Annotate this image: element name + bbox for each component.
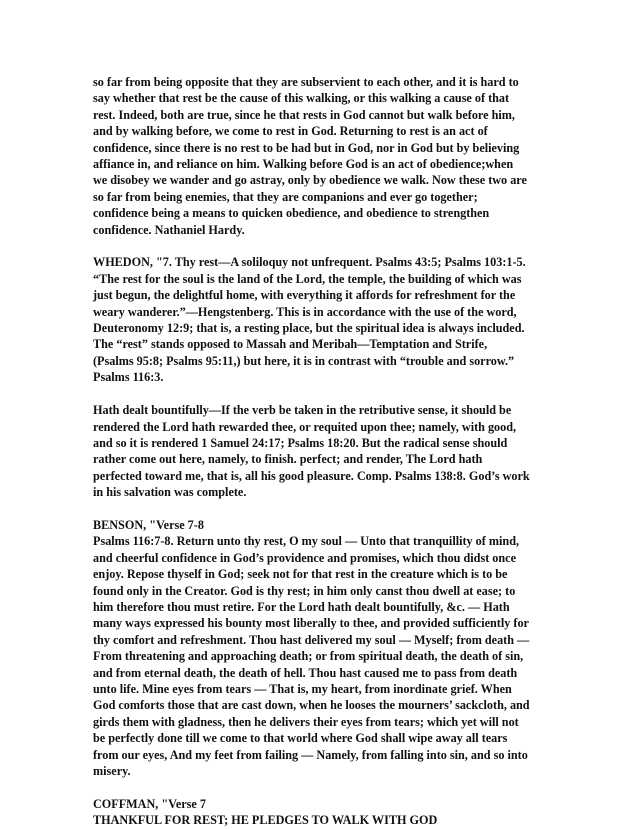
text-line: enjoy. Repose thyself in God; seek not for that rest in the creature which is to be xyxy=(93,567,508,582)
text-line: we disobey we wander and go astray, only by obedience we walk. Now these two are xyxy=(93,173,527,188)
paragraph-hardy-quote xyxy=(93,74,553,238)
text-line: Psalms 116:7-8. Return unto thy rest, O my soul — Unto that tranquillity of mind, xyxy=(93,534,520,549)
paragraph-coffman xyxy=(93,796,553,829)
text-line: from our eyes, And my feet from failing — Namely, from falling into sin, and so into xyxy=(93,747,528,762)
text-line: just begun, the delightful home, with everything it affords for refreshment for the xyxy=(93,288,516,303)
text-line: confidence, since there is no rest to be had but in God, nor in God but by believing xyxy=(93,140,520,155)
text-line: misery. xyxy=(93,764,131,779)
text-line: be perfectly done till we come to that world where God shall wipe away all tears xyxy=(93,731,508,746)
text-line: thy comfort and refreshment. Thou hast delivered my soul — Myself; from death — xyxy=(93,632,530,647)
text-line: WHEDON, "7. Thy rest—A soliloquy not unfrequent. Psalms 43:5; Psalms 103:1-5. xyxy=(93,255,526,270)
text-line: many ways expressed his bounty most liberally to thee, and provided sufficiently for xyxy=(93,616,529,631)
text-line: rather come out here, namely, to finish. perfect; and render, The Lord hath xyxy=(93,452,483,467)
text-line: girds them with gladness, then he delivers their eyes from tears; which yet will not xyxy=(93,714,519,729)
text-line: From threatening and approaching death; or from spiritual death, the death of sin, xyxy=(93,649,524,664)
text-line: unto life. Mine eyes from tears — That is, my heart, from inordinate grief. When xyxy=(93,681,512,696)
text-line: Psalms 116:3. xyxy=(93,370,164,385)
text-line: Deuteronomy 12:9; that is, a resting place, but the spiritual idea is always included. xyxy=(93,321,525,336)
text-line: affiance in, and reliance on him. Walking before God is an act of obedience;when xyxy=(93,157,514,172)
text-line: him therefore thou must retire. For the Lord hath dealt bountifully, &c. — Hath xyxy=(93,599,510,614)
text-line: “The rest for the soul is the land of the Lord, the temple, the building of which was xyxy=(93,271,522,286)
paragraph-bountifully xyxy=(93,402,553,500)
text-line: BENSON, "Verse 7-8 xyxy=(93,517,204,532)
text-line: confidence. Nathaniel Hardy. xyxy=(93,222,245,237)
text-line: and by walking before, we come to rest in God. Returning to rest is an act of xyxy=(93,124,488,139)
text-line: weary wanderer.”—Hengstenberg. This is in accordance with the use of the word, xyxy=(93,304,517,319)
document-page xyxy=(93,74,553,829)
paragraph-whedon xyxy=(93,254,553,385)
text-line: Hath dealt bountifully—If the verb be taken in the retributive sense, it should be xyxy=(93,403,512,418)
text-line: so far from being enemies, that they are companions and ever go together; xyxy=(93,189,478,204)
text-line: and from eternal death, the death of hell. Thou hast caused me to pass from death xyxy=(93,665,518,680)
text-line: say whether that rest be the cause of this walking, or this walking a cause of that xyxy=(93,91,510,106)
text-line: so far from being opposite that they are subservient to each other, and it is hard to xyxy=(93,75,519,89)
text-line: and so it is rendered 1 Samuel 24:17; Psalms 18:20. But the radical sense should xyxy=(93,435,508,450)
paragraph-benson xyxy=(93,517,553,780)
text-line: rest. Indeed, both are true, since he that rests in God cannot but walk before him, xyxy=(93,107,515,122)
text-line: perfected toward me, that is, all his good pleasure. Comp. Psalms 138:8. God’s work xyxy=(93,468,530,483)
text-line: found only in the Creator. God is thy rest; in him only canst thou dwell at ease; to xyxy=(93,583,516,598)
text-line: rendered the Lord hath rewarded thee, or requited upon thee; namely, with good, xyxy=(93,419,517,434)
text-line: (Psalms 95:8; Psalms 95:11,) but here, it is in contrast with “trouble and sorrow.” xyxy=(93,353,515,368)
text-line: God comforts those that are cast down, when he looses the mourners’ sackcloth, and xyxy=(93,698,530,713)
text-line: in his salvation was complete. xyxy=(93,485,247,500)
text-line: COFFMAN, "Verse 7 xyxy=(93,796,206,811)
text-line: confidence being a means to quicken obedience, and obedience to strengthen xyxy=(93,206,490,221)
text-line: and cheerful confidence in God’s providence and promises, which thou didst once xyxy=(93,550,516,565)
text-line: The “rest” stands opposed to Massah and Meribah—Temptation and Strife, xyxy=(93,337,488,352)
section-heading: THANKFUL FOR REST; HE PLEDGES TO WALK WITH GOD xyxy=(93,813,438,828)
